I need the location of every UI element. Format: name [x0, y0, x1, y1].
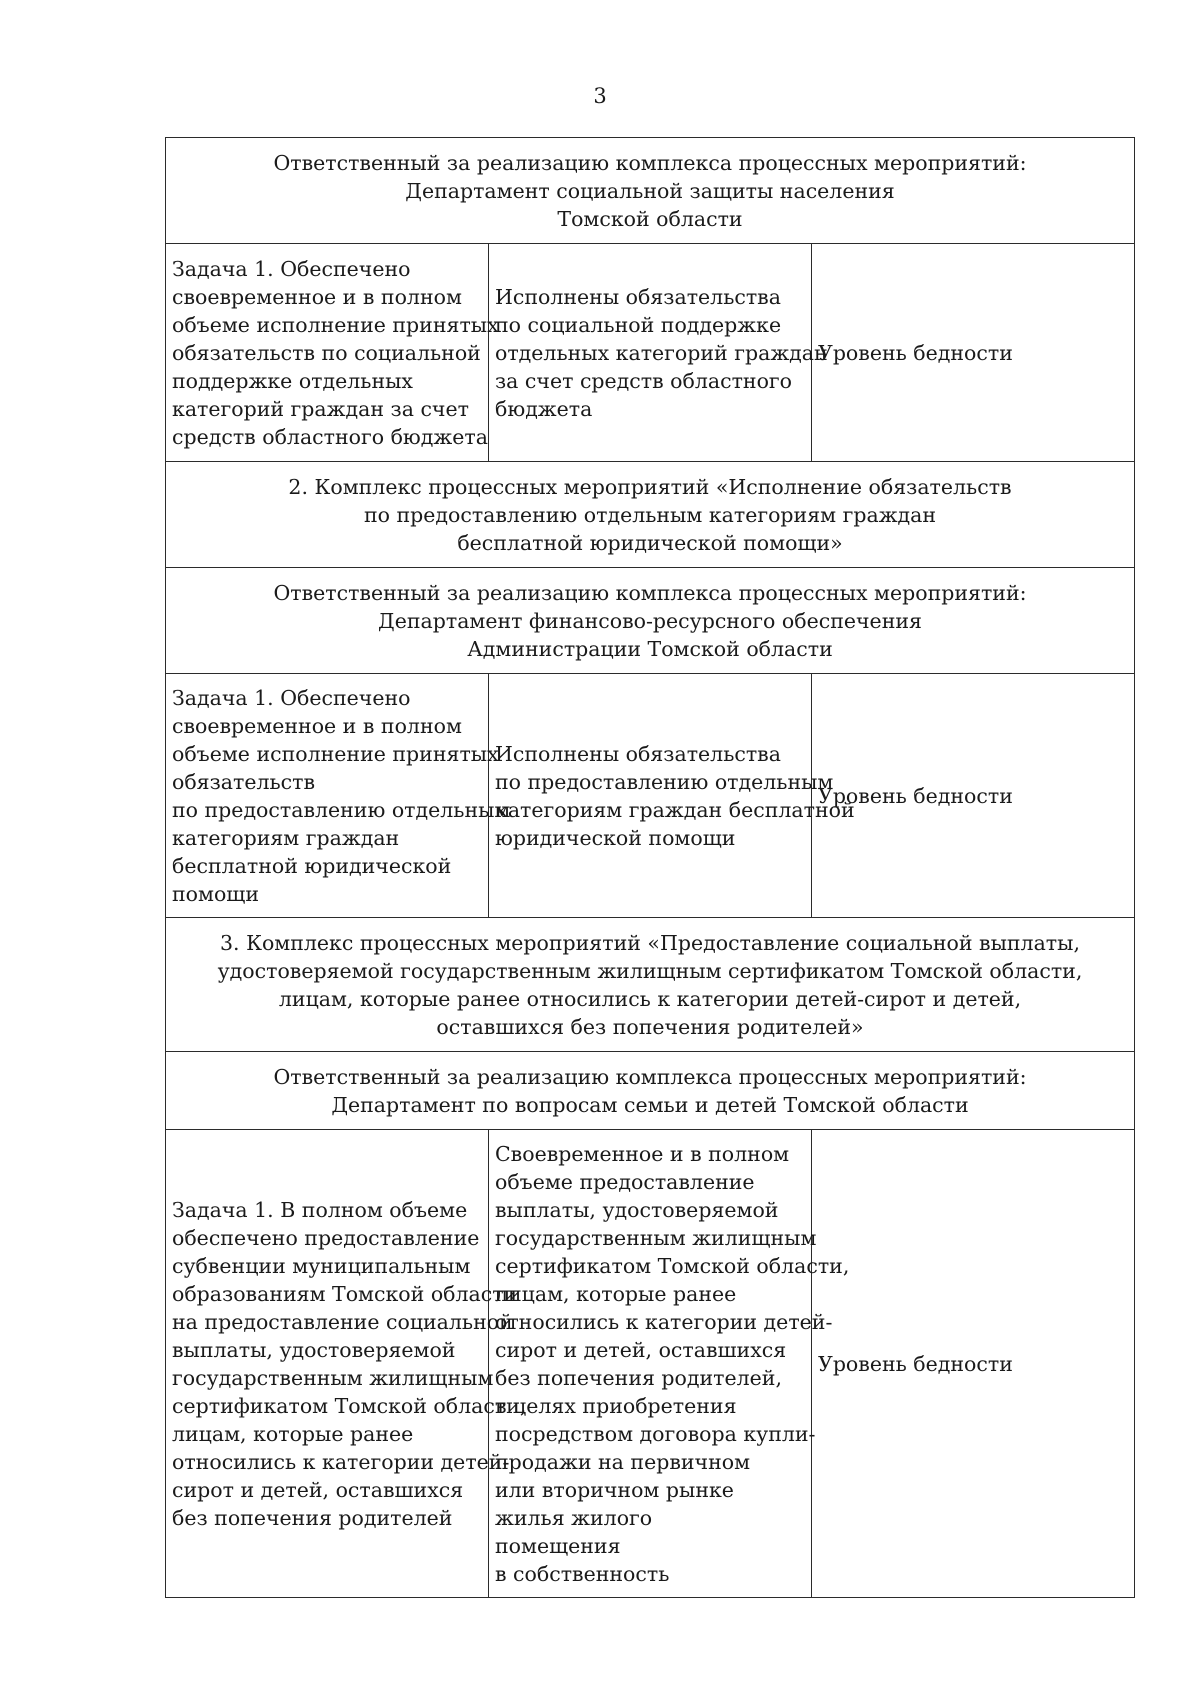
table-row	[166, 1052, 1135, 1130]
page-number: 3	[593, 84, 607, 108]
indicator-cell	[812, 674, 1135, 918]
task-line: относились к категории детей-	[172, 1449, 510, 1474]
table-row	[166, 1130, 1135, 1598]
result-line: относились к категории детей-	[495, 1309, 833, 1334]
result-cell	[489, 244, 828, 462]
table-row	[166, 138, 1135, 244]
task-line: объеме исполнение принятых	[172, 741, 499, 766]
result-line: категориям граждан бесплатной	[495, 797, 855, 822]
result-line: лицам, которые ранее	[495, 1281, 737, 1306]
result-cell	[489, 674, 855, 918]
indicator-text: Уровень бедности	[818, 783, 1013, 808]
result-line: сертификатом Томской области,	[495, 1253, 850, 1278]
task-cell	[166, 674, 511, 918]
task-line: Задача 1. Обеспечено	[172, 685, 411, 710]
header-line: Томской области	[557, 206, 743, 231]
task-line: обязательств по социальной	[172, 340, 481, 365]
result-line: в целях приобретения	[495, 1393, 737, 1418]
result-cell	[489, 1130, 850, 1598]
complex-title-cell	[166, 918, 1135, 1052]
result-line: Своевременное и в полном	[495, 1141, 790, 1166]
responsible-header-cell	[166, 568, 1135, 674]
task-line: бесплатной юридической	[172, 853, 452, 878]
table-row	[166, 674, 1135, 918]
task-line: на предоставление социальной	[172, 1309, 513, 1334]
task-line: государственным жилищным	[172, 1365, 494, 1390]
task-line: без попечения родителей	[172, 1505, 453, 1530]
result-line: государственным жилищным	[495, 1225, 817, 1250]
indicator-cell	[812, 244, 1135, 462]
task-line: Задача 1. В полном объеме	[172, 1197, 468, 1222]
table-row	[166, 568, 1135, 674]
header-line: 3. Комплекс процессных мероприятий «Предоставление социальной выплаты,	[220, 930, 1080, 955]
task-line: лицам, которые ранее	[172, 1421, 414, 1446]
task-line: своевременное и в полном	[172, 713, 462, 738]
task-line: категорий граждан за счет	[172, 396, 469, 421]
table-row	[166, 462, 1135, 568]
result-line: за счет средств областного	[495, 368, 793, 393]
program-table	[165, 137, 1135, 1598]
responsible-header-cell	[166, 138, 1135, 244]
table-row	[166, 918, 1135, 1052]
task-line: Задача 1. Обеспечено	[172, 256, 411, 281]
task-line: сирот и детей, оставшихся	[172, 1477, 464, 1502]
task-line: помощи	[172, 881, 260, 906]
task-line: обеспечено предоставление	[172, 1225, 480, 1250]
header-line: Департамент социальной защиты населения	[405, 178, 895, 203]
responsible-header-cell	[166, 1052, 1135, 1130]
task-line: образованиям Томской области	[172, 1281, 518, 1306]
result-line: сирот и детей, оставшихся	[495, 1337, 787, 1362]
task-line: выплаты, удостоверяемой	[172, 1337, 456, 1362]
indicator-text: Уровень бедности	[818, 340, 1013, 365]
indicator-cell	[812, 1130, 1135, 1598]
task-line: своевременное и в полном	[172, 284, 462, 309]
result-line: Исполнены обязательства	[495, 284, 781, 309]
result-line: Исполнены обязательства	[495, 741, 781, 766]
task-cell	[166, 1130, 527, 1598]
result-line: юридической помощи	[495, 825, 736, 850]
result-line: без попечения родителей,	[495, 1365, 782, 1390]
header-line: Ответственный за реализацию комплекса процессных мероприятий:	[273, 580, 1027, 605]
result-line: объеме предоставление	[495, 1169, 755, 1194]
header-line: оставшихся без попечения родителей»	[436, 1014, 864, 1039]
result-line: выплаты, удостоверяемой	[495, 1197, 779, 1222]
header-line: Администрации Томской области	[467, 636, 833, 661]
header-line: удостоверяемой государственным жилищным сертификатом Томской области,	[217, 958, 1083, 983]
complex-title-cell	[166, 462, 1135, 568]
result-line: отдельных категорий граждан	[495, 340, 828, 365]
result-line: продажи на первичном	[495, 1449, 751, 1474]
task-line: поддержке отдельных	[172, 368, 413, 393]
result-line: бюджета	[495, 396, 593, 421]
task-line: обязательств	[172, 769, 316, 794]
header-line: Департамент по вопросам семьи и детей Томской области	[331, 1092, 969, 1117]
task-line: субвенции муниципальным	[172, 1253, 471, 1278]
result-line: по социальной поддержке	[495, 312, 782, 337]
result-line: или вторичном рынке	[495, 1477, 734, 1502]
header-line: Ответственный за реализацию комплекса процессных мероприятий:	[273, 1064, 1027, 1089]
result-line: жилья жилого	[495, 1505, 653, 1530]
table-row	[166, 244, 1135, 462]
result-line: помещения	[495, 1533, 621, 1558]
header-line: Ответственный за реализацию комплекса процессных мероприятий:	[273, 150, 1027, 175]
task-cell	[166, 244, 499, 462]
header-line: лицам, которые ранее относились к категории детей-сирот и детей,	[278, 986, 1022, 1011]
result-line: посредством договора купли-	[495, 1421, 816, 1446]
indicator-text: Уровень бедности	[818, 1351, 1013, 1376]
task-line: объеме исполнение принятых	[172, 312, 499, 337]
task-line: сертификатом Томской области,	[172, 1393, 527, 1418]
task-line: категориям граждан	[172, 825, 400, 850]
header-line: 2. Комплекс процессных мероприятий «Исполнение обязательств	[288, 474, 1012, 499]
task-line: по предоставлению отдельным	[172, 797, 511, 822]
header-line: бесплатной юридической помощи»	[457, 530, 843, 555]
result-line: по предоставлению отдельным	[495, 769, 834, 794]
header-line: по предоставлению отдельным категориям граждан	[363, 502, 937, 527]
header-line: Департамент финансово-ресурсного обеспечения	[378, 608, 922, 633]
result-line: в собственность	[495, 1561, 670, 1586]
task-line: средств областного бюджета	[172, 424, 488, 449]
